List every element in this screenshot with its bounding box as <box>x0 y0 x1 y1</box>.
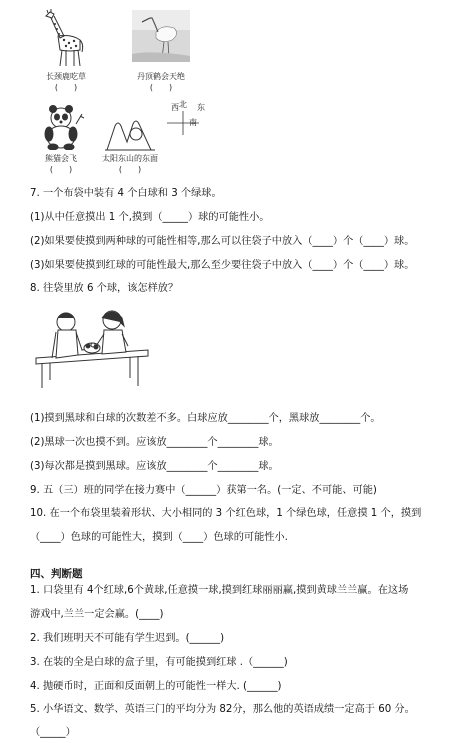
judge-3: 3. 在装的全是白球的盒子里，有可能摸到红球 .（______) <box>30 657 288 668</box>
picture-answer-4: ( ) <box>118 165 142 174</box>
picture-caption-2: 丹顶鹤会天绝 <box>137 72 185 81</box>
picture-caption-1: 长颈鹿吃草 <box>46 72 86 81</box>
judge-2: 2. 我们班明天不可能有学生迟到。(______) <box>30 633 225 644</box>
q7-stem: 7. 一个布袋中装有 4 个白球和 3 个绿球。 <box>30 188 222 199</box>
picture-caption-3: 熊猫会飞 <box>45 154 77 163</box>
judge-1-line-1: 1. 口袋里有 4个红球,6个黄球,任意摸一球,摸到红球丽丽赢,摸到黄球兰兰赢。在这场 <box>30 585 409 596</box>
q10-line-2: （____）色球的可能性大，摸到（____）色球的可能性小. <box>30 532 288 543</box>
giraffe-picture <box>36 8 86 68</box>
giraffe-icon <box>36 8 86 68</box>
children-table-icon <box>32 300 152 390</box>
q7-part-3: (3)如果要使摸到红球的可能性最大,那么至少要往袋子中放入（____）个（____）球。 <box>30 260 415 271</box>
judge-4: 4. 抛硬币时，正面和反面朝上的可能性一样大. (______) <box>30 681 282 692</box>
section-title-judge: 四、判断题 <box>30 568 83 580</box>
picture-answer-2: ( ) <box>149 83 173 92</box>
mountain-sun-picture <box>105 112 155 152</box>
picture-caption-4: 太阳东山的东面 <box>102 154 158 163</box>
q8-part-1: (1)摸到黑球和白球的次数差不多。白球应放________个，黑球放________个。 <box>30 413 381 424</box>
q8-stem: 8. 往袋里放 6 个球，该怎样放？ <box>30 283 179 294</box>
q7-part-1: (1)从中任意摸出 1 个,摸到（_____）球的可能性小。 <box>30 212 270 223</box>
crane-photo-icon <box>132 10 190 62</box>
compass-north-label: 北 <box>179 100 187 109</box>
picture-answer-1: ( ) <box>54 83 78 92</box>
judge-5-line-2: （_____） <box>30 727 76 738</box>
q7-part-2: (2)如果要使摸到两种球的可能性相等,那么可以往袋子中放入（____）个（____）球。 <box>30 236 415 247</box>
panda-picture <box>36 104 86 150</box>
q10-line-1: 10. 在一个布袋里装着形状、大小相同的 3 个红色球，1 个绿色球，任意摸 1 个，摸到 <box>30 508 422 519</box>
picture-answer-3: ( ) <box>49 165 73 174</box>
compass-south-label: 南 <box>189 118 197 127</box>
compass-west-label: 西 <box>171 103 179 112</box>
q8-part-2: (2)黑球一次也摸不到。应该放________个________球。 <box>30 437 279 448</box>
judge-5-line-1: 5. 小华语文、数学、英语三门的平均分为 82分，那么他的英语成绩一定高于 60 分。 <box>30 704 415 715</box>
children-at-table-picture <box>32 300 152 390</box>
q9: 9. 五（三）班的同学在接力赛中（______）获第一名。(一定、不可能、可能) <box>30 485 377 496</box>
crane-picture <box>132 10 190 62</box>
mountain-sun-icon <box>105 112 155 152</box>
compass-east-label: 东 <box>197 103 205 112</box>
panda-icon <box>36 104 86 150</box>
q8-part-3: (3)每次都是摸到黑球。应该放________个________球。 <box>30 461 279 472</box>
judge-1-line-2: 游戏中,兰兰一定会赢。(____) <box>30 609 164 620</box>
